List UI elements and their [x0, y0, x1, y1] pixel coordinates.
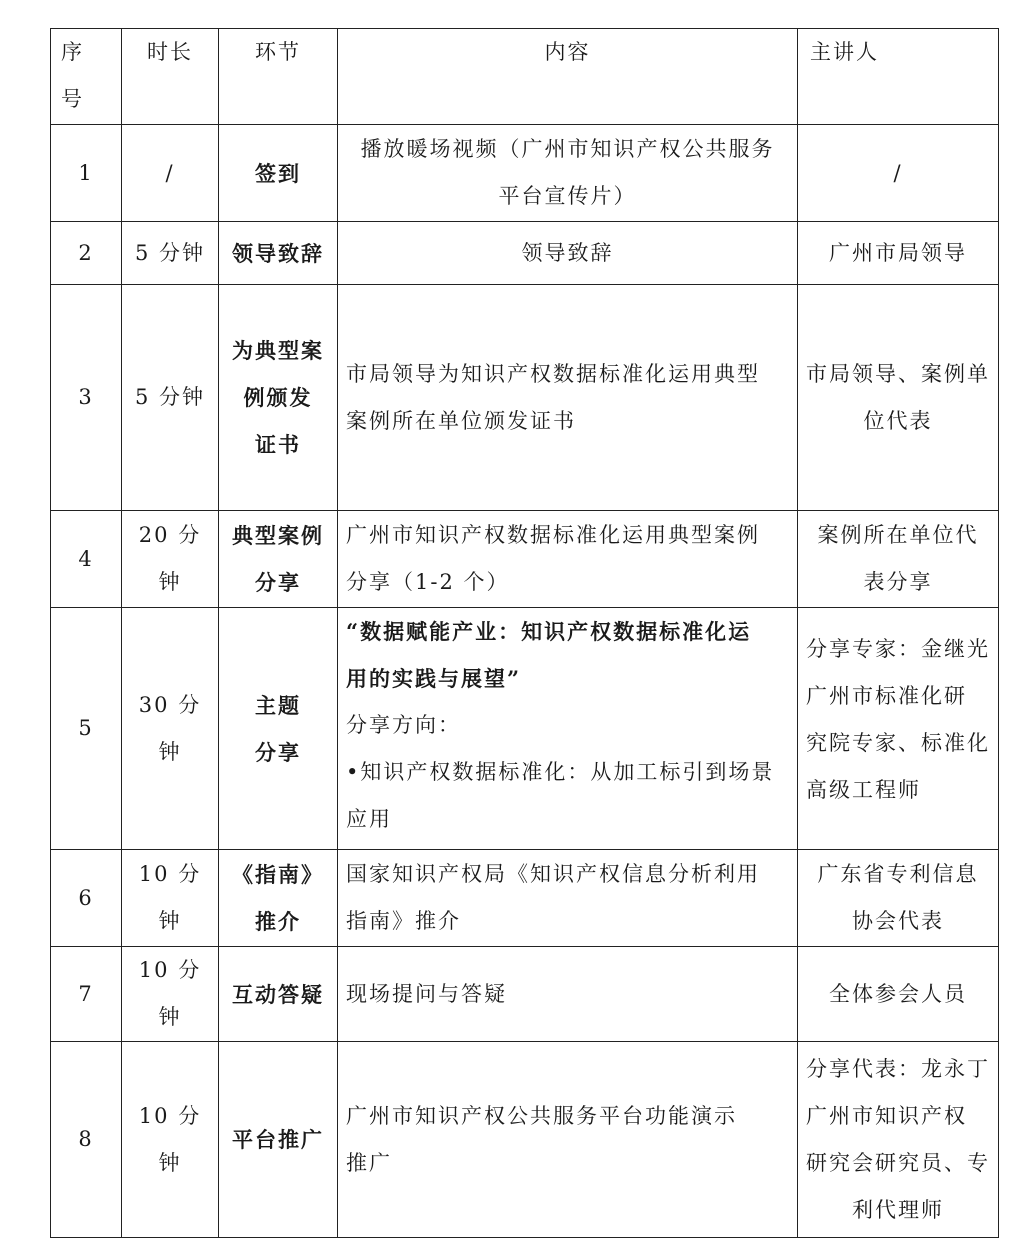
- row-segment: 典型案例 分享: [219, 511, 338, 608]
- row-speaker: /: [798, 125, 999, 222]
- content-title: 用的实践与展望”: [346, 666, 522, 691]
- header-duration: 时长: [122, 29, 219, 125]
- table-row: [51, 850, 999, 947]
- row-segment: 互动答疑: [219, 947, 338, 1042]
- row-duration: 5 分钟: [122, 222, 219, 285]
- row-seq: 4: [51, 511, 122, 608]
- row-duration: 10 分钟: [122, 947, 219, 1042]
- row-duration: /: [122, 125, 219, 222]
- row-segment: 《指南》 推介: [219, 850, 338, 947]
- header-seq: 序 号: [51, 29, 122, 125]
- row-seq: 6: [51, 850, 122, 947]
- row-seq: 3: [51, 285, 122, 511]
- row-speaker: 分享代表：龙永丁 广州市知识产权 研究会研究员、专 利代理师: [798, 1042, 999, 1238]
- row-content: “数据赋能产业：知识产权数据标准化运 用的实践与展望” 分享方向： •知识产权数据标准化：从加工标引到场景 应用: [338, 608, 798, 850]
- content-title: “数据赋能产业：知识产权数据标准化运: [346, 619, 752, 644]
- table-row: [51, 947, 999, 1042]
- row-duration: 10 分钟: [122, 850, 219, 947]
- row-duration: 10 分钟: [122, 1042, 219, 1238]
- row-seq: 2: [51, 222, 122, 285]
- row-segment: 领导致辞: [219, 222, 338, 285]
- row-segment: 为典型案 例颁发 证书: [219, 285, 338, 511]
- table-row: [51, 608, 999, 850]
- row-duration: 30 分钟: [122, 608, 219, 850]
- row-speaker: 全体参会人员: [798, 947, 999, 1042]
- row-content: 广州市知识产权数据标准化运用典型案例 分享（1-2 个）: [338, 511, 798, 608]
- row-segment: 签到: [219, 125, 338, 222]
- row-duration: 20 分钟: [122, 511, 219, 608]
- row-content: 现场提问与答疑: [338, 947, 798, 1042]
- header-speaker: 主讲人: [798, 29, 999, 125]
- table-row: [51, 1042, 999, 1238]
- row-duration: 5 分钟: [122, 285, 219, 511]
- row-segment: 平台推广: [219, 1042, 338, 1238]
- header-row: [51, 29, 999, 125]
- row-seq: 5: [51, 608, 122, 850]
- header-segment: 环节: [219, 29, 338, 125]
- row-content: 播放暖场视频（广州市知识产权公共服务 平台宣传片）: [338, 125, 798, 222]
- row-speaker: 案例所在单位代 表分享: [798, 511, 999, 608]
- row-segment: 主题 分享: [219, 608, 338, 850]
- row-speaker: 广州市局领导: [798, 222, 999, 285]
- row-content: 市局领导为知识产权数据标准化运用典型 案例所在单位颁发证书: [338, 285, 798, 511]
- agenda-table: [50, 28, 999, 1238]
- table-row: [51, 511, 999, 608]
- row-seq: 1: [51, 125, 122, 222]
- table-row: [51, 222, 999, 285]
- row-content: 广州市知识产权公共服务平台功能演示 推广: [338, 1042, 798, 1238]
- row-seq: 8: [51, 1042, 122, 1238]
- row-content: 国家知识产权局《知识产权信息分析利用 指南》推介: [338, 850, 798, 947]
- table-row: [51, 285, 999, 511]
- row-seq: 7: [51, 947, 122, 1042]
- row-speaker: 分享专家：金继光 广州市标准化研 究院专家、标准化 高级工程师: [798, 608, 999, 850]
- row-speaker: 市局领导、案例单 位代表: [798, 285, 999, 511]
- header-content: 内容: [338, 29, 798, 125]
- row-content: 领导致辞: [338, 222, 798, 285]
- table-row: [51, 125, 999, 222]
- row-speaker: 广东省专利信息 协会代表: [798, 850, 999, 947]
